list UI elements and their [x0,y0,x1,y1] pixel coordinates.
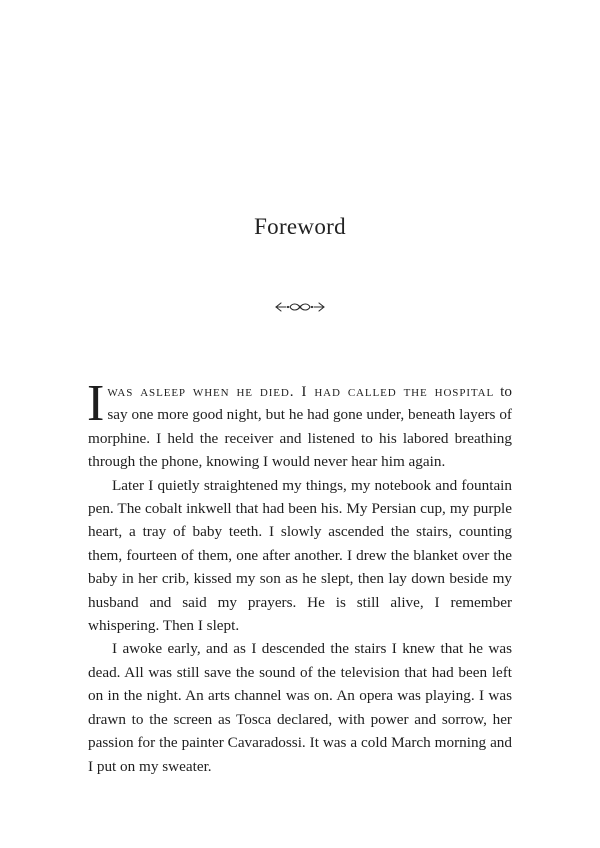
drop-cap: I [87,375,105,432]
paragraph-first-text: to say one more good night, but he had gone under, beneath layers of morphine. I held the receiver and listened to his labored breathing through the phone, knowing I would never hear him again. [88,383,512,471]
foreword-body [87,375,512,778]
paragraph-second: Later I quietly straightened my things, my notebook and fountain pen. The cobalt inkwell that had been his. My Persian cup, my purple heart, a tray of baby teeth. I slowly ascended the stairs, counting them, fourteen of them, one after another. I drew the blanket over the baby in her crib, kissed my son as he slept, then lay down beside my husband and said my prayers. He is still alive, I remember whispering. Then I slept. [88,476,512,635]
chapter-title: Foreword [254,214,346,239]
paragraph-first [87,375,512,474]
paragraph-third: I awoke early, and as I descended the stairs I knew that he was dead. All was still save the sound of the television that had been left on in the night. An arts channel was on. An opera was playing. I was drawn to the screen as Tosca declared, with power and sorrow, her passion for the painter Cavaradossi. It was a cold March morning and I put on my sweater. [88,640,512,775]
fleuron-ornament-icon [272,298,328,316]
small-caps-lead: was asleep when he died. I had called the hospital [107,383,495,400]
